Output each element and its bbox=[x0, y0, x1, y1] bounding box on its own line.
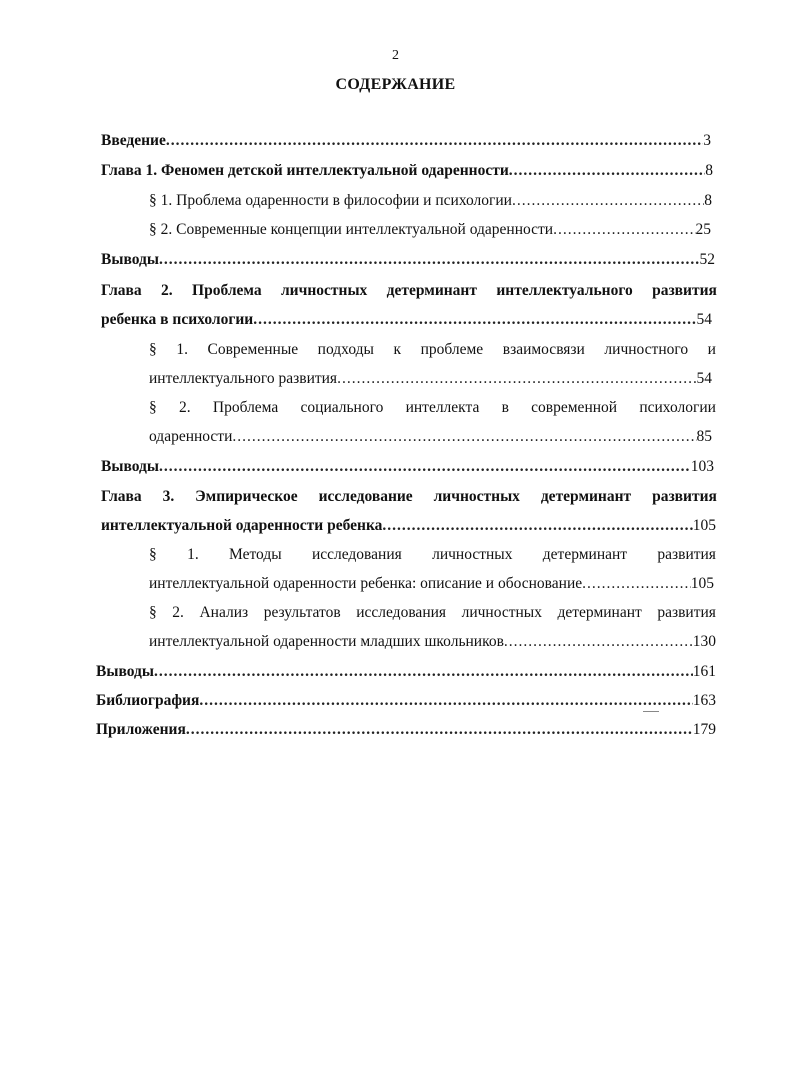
toc-entry-conclusions-3 bbox=[96, 661, 716, 683]
toc-leader bbox=[253, 309, 696, 331]
toc-entry-introduction bbox=[101, 130, 711, 152]
toc-entry-section-1-1 bbox=[149, 190, 712, 212]
toc-page-number: 8 bbox=[704, 192, 712, 209]
toc-leader bbox=[509, 160, 705, 182]
toc-entry-text: ребенка в психологии bbox=[101, 311, 254, 328]
toc-entry-text: § 2. Современные концепции интеллектуальной одаренности bbox=[149, 221, 554, 238]
toc-entry-text: Выводы bbox=[101, 458, 159, 475]
toc-entry-section-2-2-line2 bbox=[149, 426, 712, 448]
toc-entry-text: Глава 1. Феномен детской интеллектуальной одаренности bbox=[101, 162, 509, 179]
toc-entry-bibliography bbox=[96, 690, 716, 712]
toc-page-number: 161 bbox=[692, 663, 716, 680]
toc-entry-text: интеллектуальной одаренности ребенка: описание и обоснование bbox=[149, 575, 583, 592]
toc-entry-text: § 1. Проблема одаренности в философии и психологии bbox=[149, 192, 512, 209]
toc-entry-chapter-2-line2 bbox=[101, 309, 712, 331]
toc-entry-conclusions-1 bbox=[101, 249, 715, 271]
toc-page-number: 52 bbox=[699, 251, 715, 268]
toc-leader bbox=[232, 426, 696, 448]
toc-entry-section-2-1-line2 bbox=[149, 368, 712, 390]
toc-entry-chapter-1 bbox=[101, 160, 713, 182]
toc-entry-conclusions-2 bbox=[101, 456, 714, 478]
toc-entry-section-2-2-line1: § 2. Проблема социального интеллекта в современной психологии bbox=[149, 399, 716, 416]
toc-entry-section-3-1-line1: § 1. Методы исследования личностных детерминант развития bbox=[149, 546, 716, 563]
toc-leader bbox=[512, 190, 704, 212]
page-number: 2 bbox=[392, 48, 399, 63]
toc-entry-text: одаренности bbox=[149, 428, 233, 445]
toc-leader bbox=[582, 573, 691, 595]
toc-page-number: 85 bbox=[696, 428, 712, 445]
toc-page-number: 105 bbox=[692, 517, 716, 534]
toc-page-number: 25 bbox=[695, 221, 711, 238]
toc-entry-section-3-2-line1: § 2. Анализ результатов исследования личностных детерминант развития bbox=[149, 604, 716, 621]
toc-entry-text: Выводы bbox=[101, 251, 159, 268]
toc-page-number: 179 bbox=[692, 721, 716, 738]
toc-page-number: 3 bbox=[703, 132, 711, 149]
toc-leader bbox=[382, 515, 692, 537]
scan-mark bbox=[643, 711, 659, 714]
toc-page-number: 163 bbox=[692, 692, 716, 709]
toc-page-number: 103 bbox=[690, 458, 714, 475]
toc-entry-section-2-1-line1: § 1. Современные подходы к проблеме взаимосвязи личностного и bbox=[149, 341, 716, 358]
toc-leader bbox=[337, 368, 696, 390]
toc-entry-text: Выводы bbox=[96, 663, 154, 680]
toc-leader bbox=[154, 661, 693, 683]
page-title: СОДЕРЖАНИЕ bbox=[335, 76, 456, 93]
toc-leader bbox=[186, 719, 693, 741]
toc-entry-text: Введение bbox=[101, 132, 166, 149]
toc-entry-text: Библиография bbox=[96, 692, 200, 709]
toc-entry-text: Приложения bbox=[96, 721, 186, 738]
toc-entry-appendices bbox=[96, 719, 716, 741]
toc-page-number: 8 bbox=[705, 162, 713, 179]
toc-leader bbox=[159, 456, 691, 478]
toc-entry-section-1-2 bbox=[149, 219, 711, 241]
toc-entry-section-3-1-line2 bbox=[149, 573, 714, 595]
toc-entry-chapter-3-line2 bbox=[101, 515, 716, 537]
toc-leader bbox=[166, 130, 703, 152]
toc-entry-text: интеллектуальной одаренности младших школьников bbox=[149, 633, 504, 650]
toc-entry-text: интеллектуального развития bbox=[149, 370, 338, 387]
toc-entry-chapter-2-line1: Глава 2. Проблема личностных детерминант интеллектуального развития bbox=[101, 282, 717, 299]
toc-page-number: 130 bbox=[692, 633, 716, 650]
toc-entry-section-3-2-line2 bbox=[149, 631, 716, 653]
toc-leader bbox=[553, 219, 695, 241]
toc-entry-text: интеллектуальной одаренности ребенка bbox=[101, 517, 383, 534]
toc-page-number: 54 bbox=[696, 311, 712, 328]
toc-entry-chapter-3-line1: Глава 3. Эмпирическое исследование личностных детерминант развития bbox=[101, 488, 717, 505]
toc-leader bbox=[504, 631, 693, 653]
toc-leader bbox=[159, 249, 700, 271]
toc-page-number: 54 bbox=[696, 370, 712, 387]
toc-page-number: 105 bbox=[690, 575, 714, 592]
toc-leader bbox=[199, 690, 692, 712]
